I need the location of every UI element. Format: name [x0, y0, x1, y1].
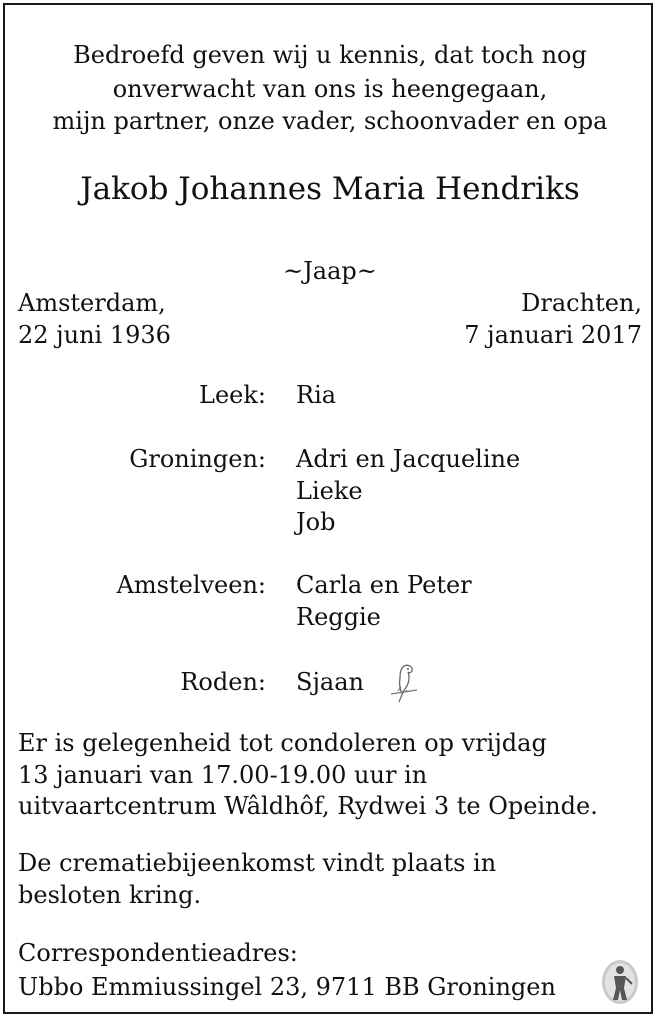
- birth-place: Amsterdam,: [18, 289, 166, 317]
- relative-place-amstelveen: Amstelveen:: [116, 571, 266, 599]
- cremation-line-1: De crematiebijeenkomst vindt plaats in: [18, 849, 497, 877]
- relative-name: Ria: [296, 381, 337, 409]
- condolence-line-1: Er is gelegenheid tot condoleren op vrijdag: [18, 729, 547, 757]
- death-place: Drachten,: [521, 289, 642, 317]
- birth-date: 22 juni 1936: [18, 321, 171, 349]
- intro-line-3: mijn partner, onze vader, schoonvader en opa: [52, 107, 608, 135]
- parrot-icon: [388, 660, 418, 706]
- relative-name: Job: [296, 508, 336, 536]
- relative-name: Adri en Jacqueline: [296, 445, 521, 473]
- correspondence-label: Correspondentieadres:: [18, 939, 298, 967]
- relative-name: Sjaan: [296, 668, 364, 696]
- relative-place-leek: Leek:: [199, 381, 266, 409]
- deceased-name: Jakob Johannes Maria Hendriks: [80, 171, 580, 207]
- intro-line-1: Bedroefd geven wij u kennis, dat toch nog: [73, 41, 587, 69]
- relative-name: Reggie: [296, 603, 381, 631]
- relative-name: Lieke: [296, 477, 363, 505]
- emblem-icon: [600, 958, 640, 1006]
- cremation-line-2: besloten kring.: [18, 881, 202, 909]
- correspondence-address: Ubbo Emmiussingel 23, 9711 BB Groningen: [18, 973, 556, 1001]
- condolence-line-3: uitvaartcentrum Wâldhôf, Rydwei 3 te Opeinde.: [18, 792, 598, 820]
- relative-place-groningen: Groningen:: [129, 445, 266, 473]
- relative-name: Carla en Peter: [296, 571, 472, 599]
- deceased-nickname: ~Jaap~: [283, 257, 377, 285]
- death-date: 7 januari 2017: [464, 321, 642, 349]
- condolence-line-2: 13 januari van 17.00-19.00 uur in: [18, 761, 428, 789]
- intro-line-2: onverwacht van ons is heengegaan,: [112, 75, 548, 103]
- relative-place-roden: Roden:: [180, 668, 266, 696]
